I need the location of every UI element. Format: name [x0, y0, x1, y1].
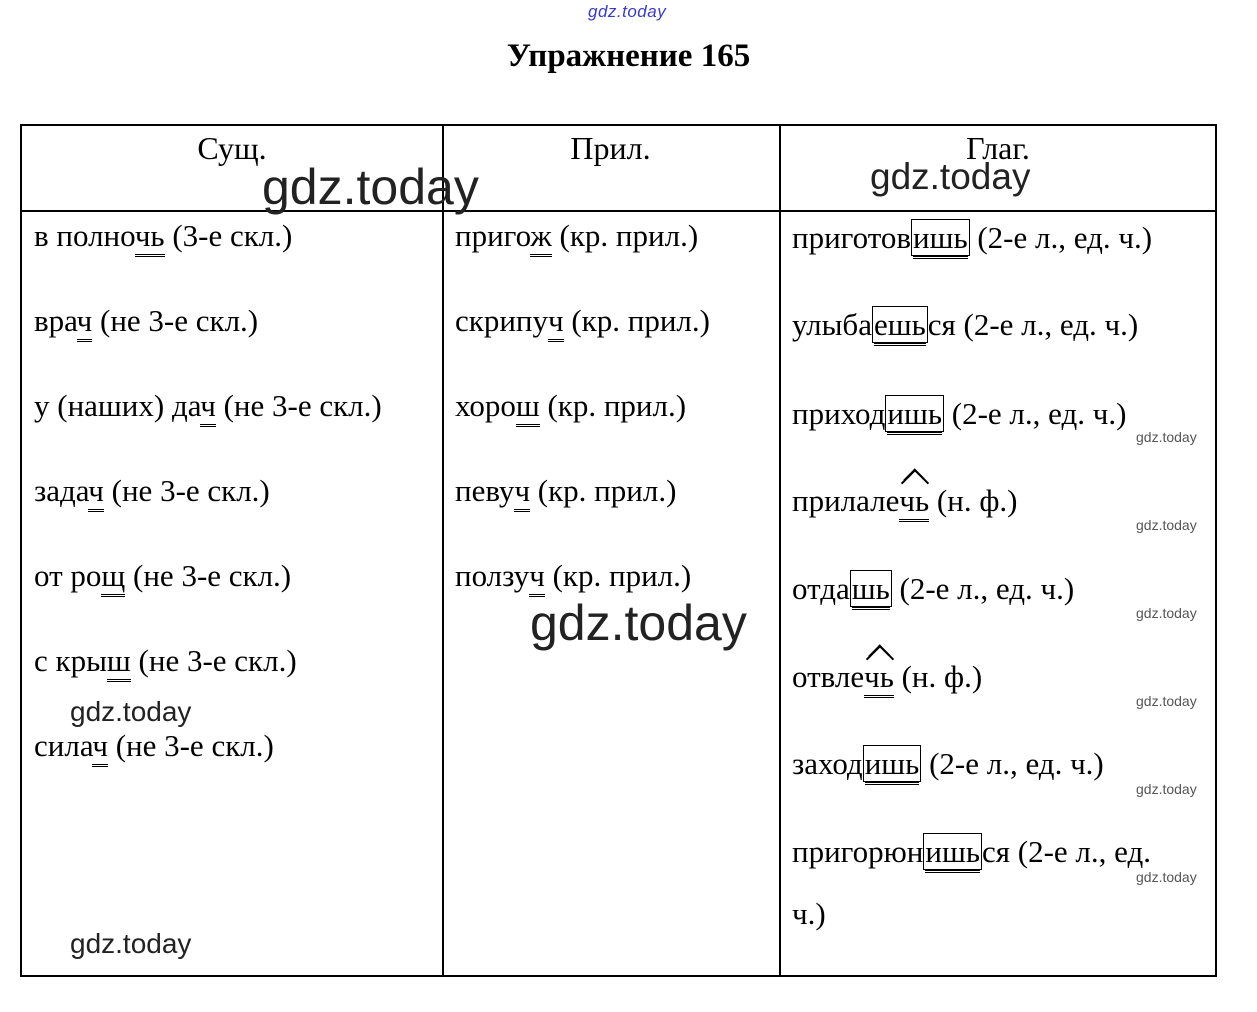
ending-box: ишь [923, 833, 982, 870]
noun-item: задач (не 3-е скл.) [34, 473, 270, 509]
verb-item: отвле чь (н. ф.) [792, 659, 982, 695]
watermark: gdz.today [1136, 781, 1197, 797]
watermark: gdz.today [530, 595, 747, 651]
verb-item-tail: ч.) [792, 896, 826, 931]
verb-item: заходишь (2-е л., ед. ч.) [792, 746, 1104, 782]
ending-mark: ж [530, 218, 551, 257]
header-verbs: Глаг. [966, 130, 1030, 166]
ending-box: ишь [911, 219, 970, 256]
ending-mark: ч [88, 473, 104, 512]
ending-box: ешь [872, 306, 928, 343]
watermark: gdz.today [1136, 869, 1197, 885]
ending-mark: ч [514, 473, 530, 512]
noun-item: от рощ (не 3-е скл.) [34, 558, 291, 594]
watermark-top: gdz.today [588, 2, 667, 21]
noun-item: врач (не 3-е скл.) [34, 303, 258, 339]
ending-mark: ш [516, 388, 540, 427]
noun-item: у (наших) дач (не 3-е скл.) [34, 388, 382, 424]
answer-table [20, 124, 1217, 977]
watermark: gdz.today [70, 696, 192, 727]
ending-mark: ч [548, 303, 564, 342]
adjective-item: скрипуч (кр. прил.) [455, 303, 710, 339]
watermark: gdz.today [1136, 605, 1197, 621]
adjective-item: ползуч (кр. прил.) [455, 558, 691, 594]
verb-item: пригорюнишься (2-е л., ед. [792, 834, 1151, 870]
verb-item: приходишь (2-е л., ед. ч.) [792, 396, 1126, 432]
page-title: Упражнение 165 [506, 38, 751, 74]
watermark: gdz.today [870, 156, 1031, 197]
watermark: gdz.today [1136, 693, 1197, 709]
noun-item: с крыш (не 3-е скл.) [34, 643, 297, 679]
ending-box: ишь [863, 745, 922, 782]
watermark: gdz.today [70, 928, 192, 959]
adjective-item: певуч (кр. прил.) [455, 473, 676, 509]
ending-mark: чь [135, 218, 165, 257]
root-arc: чь [864, 659, 894, 695]
verb-item: отдашь (2-е л., ед. ч.) [792, 571, 1074, 607]
ending-mark: ч [200, 388, 216, 427]
watermark: gdz.today [262, 159, 479, 215]
ending-mark: щ [101, 558, 125, 597]
ending-mark: ш [107, 643, 131, 682]
ending-mark: ч [77, 303, 93, 342]
verb-item: приготовишь (2-е л., ед. ч.) [792, 220, 1152, 256]
adjective-item: хорош (кр. прил.) [455, 388, 686, 424]
ending-mark: ч [529, 558, 545, 597]
noun-item: силач (не 3-е скл.) [34, 728, 274, 764]
verb-item: прилале чь (н. ф.) [792, 483, 1017, 519]
column-divider [442, 126, 444, 975]
header-adjectives: Прил. [570, 130, 651, 166]
verb-item: улыбаешься (2-е л., ед. ч.) [792, 307, 1138, 343]
root-arc: чь [899, 483, 929, 519]
watermark: gdz.today [1136, 429, 1197, 445]
adjective-item: пригож (кр. прил.) [455, 218, 698, 254]
watermark: gdz.today [1136, 517, 1197, 533]
column-divider [779, 126, 781, 975]
header-divider [22, 210, 1215, 212]
header-nouns: Сущ. [197, 130, 267, 166]
noun-item: в полночь (3-е скл.) [34, 218, 292, 254]
ending-box: ишь [885, 395, 944, 432]
ending-mark: ч [92, 728, 108, 767]
ending-box: шь [850, 570, 892, 607]
